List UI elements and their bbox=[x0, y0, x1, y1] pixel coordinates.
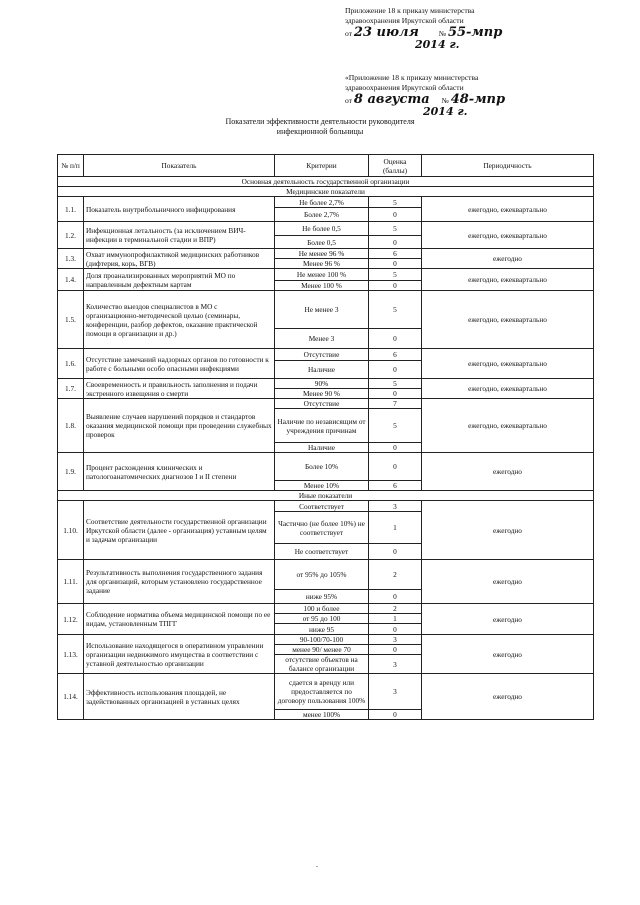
ot-label: от bbox=[345, 29, 353, 38]
row-indicator: Результативность выполнения государственного задания для организаций, которым установлено государственное задание bbox=[84, 560, 275, 604]
row-indicator: Соответствие деятельности государственной организации Иркутской области (далее - организация) уставным целям и задачам организации bbox=[84, 501, 275, 560]
order-line-1: Приложение 18 к приказу министерства bbox=[345, 6, 475, 15]
row-criterion: Менее 96 % bbox=[275, 259, 369, 269]
row-score: 5 bbox=[369, 222, 422, 236]
row-criterion: Наличие bbox=[275, 361, 369, 379]
row-criterion: ниже 95 bbox=[275, 624, 369, 635]
handwritten-year-1: 2014 г. bbox=[415, 38, 460, 51]
row-score: 0 bbox=[369, 389, 422, 399]
row-period: ежегодно, ежеквартально bbox=[422, 349, 594, 379]
row-score: 0 bbox=[369, 590, 422, 604]
row-criterion: менее 90/ менее 70 bbox=[275, 645, 369, 655]
handwritten-number-2: 48-мпр bbox=[450, 92, 506, 107]
row-score: 6 bbox=[369, 349, 422, 361]
row-indicator: Отсутствие замечаний надзорных органов по готовности к работе с больными особо опасными инфекциями bbox=[84, 349, 275, 379]
table-row bbox=[58, 453, 594, 481]
row-criterion: Менее 90 % bbox=[275, 389, 369, 399]
row-number: 1.14. bbox=[58, 674, 84, 720]
order-reference-2 bbox=[345, 73, 505, 118]
section-main-activity-row bbox=[58, 177, 594, 187]
row-period: ежегодно bbox=[422, 674, 594, 720]
ot-label: от bbox=[345, 96, 353, 105]
row-period: ежегодно, ежеквартально bbox=[422, 269, 594, 291]
row-number: 1.7. bbox=[58, 379, 84, 399]
row-score: 0 bbox=[369, 236, 422, 249]
row-criterion: отсутствие объектов на балансе организации bbox=[275, 655, 369, 674]
row-criterion: Не менее 96 % bbox=[275, 249, 369, 259]
table-row bbox=[58, 501, 594, 512]
row-indicator: Соблюдение норматива объема медицинской помощи по ее видам, установленным ТПГГ bbox=[84, 604, 275, 635]
row-criterion: 90-100/70-100 bbox=[275, 635, 369, 645]
number-sign: № bbox=[441, 96, 449, 105]
row-indicator: Показатель внутрибольничного инфицирования bbox=[84, 197, 275, 222]
row-score: 1 bbox=[369, 614, 422, 624]
table-row bbox=[58, 269, 594, 281]
row-criterion: Отсутствие bbox=[275, 399, 369, 409]
row-criterion: Частично (не более 10%) не соответствует bbox=[275, 512, 369, 544]
row-period: ежегодно bbox=[422, 453, 594, 491]
row-score: 0 bbox=[369, 710, 422, 720]
row-number: 1.6. bbox=[58, 349, 84, 379]
row-criterion: Не менее 3 bbox=[275, 291, 369, 329]
row-score: 0 bbox=[369, 361, 422, 379]
col-header-period: Периодичность bbox=[422, 155, 594, 177]
row-period: ежегодно, ежеквартально bbox=[422, 379, 594, 399]
handwritten-number-1: 55-мпр bbox=[447, 25, 503, 40]
row-score: 0 bbox=[369, 453, 422, 481]
handwritten-date-2: 8 августа bbox=[353, 92, 430, 107]
row-criterion: Не соответствует bbox=[275, 544, 369, 560]
indicators-table bbox=[57, 154, 594, 720]
row-number: 1.9. bbox=[58, 453, 84, 491]
table-row bbox=[58, 399, 594, 409]
row-period: ежегодно bbox=[422, 560, 594, 604]
row-criterion: ниже 95% bbox=[275, 590, 369, 604]
row-score: 0 bbox=[369, 645, 422, 655]
row-criterion: от 95% до 105% bbox=[275, 560, 369, 590]
row-criterion: Не менее 100 % bbox=[275, 269, 369, 281]
row-score: 3 bbox=[369, 501, 422, 512]
row-period: ежегодно, ежеквартально bbox=[422, 399, 594, 453]
row-number: 1.2. bbox=[58, 222, 84, 249]
subsection-other-row bbox=[58, 491, 594, 501]
row-number: 1.10. bbox=[58, 501, 84, 560]
row-score: 0 bbox=[369, 259, 422, 269]
row-score: 5 bbox=[369, 379, 422, 389]
row-criterion: Более 2,7% bbox=[275, 208, 369, 222]
table-header-row bbox=[58, 155, 594, 177]
row-number: 1.4. bbox=[58, 269, 84, 291]
row-period: ежегодно, ежеквартально bbox=[422, 222, 594, 249]
row-number: 1.1. bbox=[58, 197, 84, 222]
row-indicator: Инфекционная летальность (за исключением ВИЧ-инфекции в терминальной стадии и ВПР) bbox=[84, 222, 275, 249]
document-title bbox=[0, 117, 640, 137]
col-header-score: Оценка (баллы) bbox=[369, 155, 422, 177]
row-score: 0 bbox=[369, 208, 422, 222]
row-criterion: Более 0,5 bbox=[275, 236, 369, 249]
col-header-criteria: Критерии bbox=[275, 155, 369, 177]
row-number: 1.3. bbox=[58, 249, 84, 269]
table-row bbox=[58, 604, 594, 614]
table-row bbox=[58, 249, 594, 259]
row-criterion: 90% bbox=[275, 379, 369, 389]
row-number: 1.13. bbox=[58, 635, 84, 674]
subsection-other: Иные показатели bbox=[58, 491, 594, 501]
row-period: ежегодно bbox=[422, 249, 594, 269]
order-line-2: здравоохранения Иркутской области bbox=[345, 16, 464, 25]
table-row bbox=[58, 635, 594, 645]
row-criterion: менее 100% bbox=[275, 710, 369, 720]
row-score: 1 bbox=[369, 512, 422, 544]
row-score: 0 bbox=[369, 544, 422, 560]
row-period: ежегодно bbox=[422, 501, 594, 560]
table-row bbox=[58, 349, 594, 361]
row-indicator: Выявление случаев нарушений порядков и стандартов оказания медицинской помощи при проведении служебных проверок bbox=[84, 399, 275, 453]
row-score: 5 bbox=[369, 269, 422, 281]
row-criterion: сдается в аренду или предоставляется по договору пользования 100% bbox=[275, 674, 369, 710]
row-criterion: Менее 3 bbox=[275, 329, 369, 349]
row-indicator: Количество выездов специалистов в МО с организационно-методической целью (семинары, конференции, разбор дефектов, оказание практической помощи в организации и др.) bbox=[84, 291, 275, 349]
row-period: ежегодно, ежеквартально bbox=[422, 197, 594, 222]
row-score: 6 bbox=[369, 481, 422, 491]
subsection-medical: Медицинские показатели bbox=[58, 187, 594, 197]
table-row bbox=[58, 379, 594, 389]
row-score: 5 bbox=[369, 291, 422, 329]
subsection-medical-row bbox=[58, 187, 594, 197]
table-row bbox=[58, 197, 594, 208]
row-criterion: Наличие по независящим от учреждения причинам bbox=[275, 409, 369, 443]
row-score: 3 bbox=[369, 674, 422, 710]
row-score: 2 bbox=[369, 560, 422, 590]
row-criterion: Наличие bbox=[275, 443, 369, 453]
row-score: 2 bbox=[369, 604, 422, 614]
order-reference-1 bbox=[345, 6, 502, 51]
section-main-activity: Основная деятельность государственной организации bbox=[58, 177, 594, 187]
row-indicator: Доля проанализированных мероприятий МО по направленным дефектным картам bbox=[84, 269, 275, 291]
handwritten-year-2: 2014 г. bbox=[423, 105, 468, 118]
row-score: 0 bbox=[369, 281, 422, 291]
row-score: 0 bbox=[369, 624, 422, 635]
row-period: ежегодно bbox=[422, 635, 594, 674]
row-score: 5 bbox=[369, 409, 422, 443]
row-indicator: Процент расхождения клинических и патологоанатомических диагнозов I и II степени bbox=[84, 453, 275, 491]
row-criterion: 100 и более bbox=[275, 604, 369, 614]
order-line-4: здравоохранения Иркутской области bbox=[345, 83, 464, 92]
row-number: 1.8. bbox=[58, 399, 84, 453]
row-score: 5 bbox=[369, 197, 422, 208]
row-criterion: Не более 0,5 bbox=[275, 222, 369, 236]
row-criterion: Более 10% bbox=[275, 453, 369, 481]
row-number: 1.12. bbox=[58, 604, 84, 635]
row-period: ежегодно, ежеквартально bbox=[422, 291, 594, 349]
table-row bbox=[58, 560, 594, 590]
table-row bbox=[58, 674, 594, 710]
col-header-indicator: Показатель bbox=[84, 155, 275, 177]
row-score: 6 bbox=[369, 249, 422, 259]
number-sign: № bbox=[438, 29, 447, 38]
row-score: 3 bbox=[369, 655, 422, 674]
row-number: 1.11. bbox=[58, 560, 84, 604]
title-line-1: Показатели эффективности деятельности руководителя bbox=[225, 117, 415, 126]
row-criterion: Не более 2,7% bbox=[275, 197, 369, 208]
col-header-number: № п/п bbox=[58, 155, 84, 177]
handwritten-date-1: 23 июля bbox=[353, 25, 419, 40]
row-criterion: Отсутствие bbox=[275, 349, 369, 361]
row-indicator: Эффективность использования площадей, не задействованных организацией в уставных целях bbox=[84, 674, 275, 720]
row-score: 3 bbox=[369, 635, 422, 645]
row-score: 7 bbox=[369, 399, 422, 409]
title-line-2: инфекционной больницы bbox=[276, 127, 364, 136]
row-number: 1.5. bbox=[58, 291, 84, 349]
row-score: 0 bbox=[369, 329, 422, 349]
row-indicator: Использование находящегося в оперативном управлении организации недвижимого имущества в соответствии с уставной деятельностью организации bbox=[84, 635, 275, 674]
row-criterion: Менее 10% bbox=[275, 481, 369, 491]
row-criterion: Менее 100 % bbox=[275, 281, 369, 291]
row-score: 0 bbox=[369, 443, 422, 453]
row-indicator: Своевременность и правильность заполнения и подачи экстренного извещения о смерти bbox=[84, 379, 275, 399]
row-indicator: Охват иммунопрофилактикой медицинских работников (дифтерия, корь, ВГВ) bbox=[84, 249, 275, 269]
page-mark: . bbox=[316, 860, 318, 869]
order-line-3: «Приложение 18 к приказу министерства bbox=[345, 73, 479, 82]
row-period: ежегодно bbox=[422, 604, 594, 635]
table-row bbox=[58, 222, 594, 236]
row-criterion: Соответствует bbox=[275, 501, 369, 512]
row-criterion: от 95 до 100 bbox=[275, 614, 369, 624]
table-row bbox=[58, 291, 594, 329]
